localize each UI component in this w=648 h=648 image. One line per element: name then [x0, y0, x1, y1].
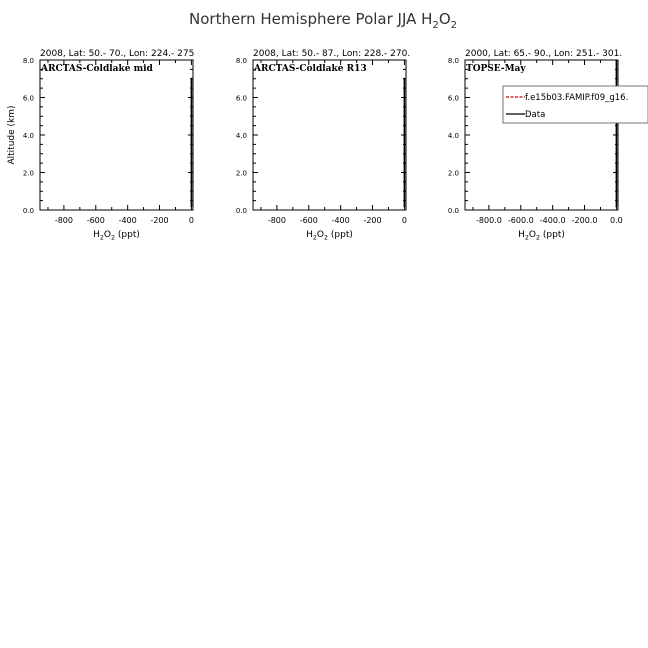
y-tick-label: 4.0: [22, 132, 34, 140]
x-tick-label: -800: [267, 216, 286, 225]
x-axis-label: $H_2O_2$ (ppt): [518, 230, 565, 242]
x-tick-label: 0: [401, 216, 407, 225]
panel-header: 2000, Lat: 65.- 90., Lon: 251.- 301.: [465, 49, 623, 59]
panel-label: ARCTAS-Coldlake mid: [41, 64, 153, 74]
legend-entry-label: Data: [525, 110, 546, 120]
legend-entry-label: f.e15b03.FAMIP.f09_g16.: [525, 93, 629, 103]
x-tick-label: -200: [150, 216, 169, 225]
plot-frame: [253, 60, 406, 210]
x-axis-label: $H_2O_2$ (ppt): [93, 230, 140, 242]
x-tick-label: -200.0: [571, 216, 598, 225]
x-tick-label: -400: [331, 216, 350, 225]
panel-header: 2008, Lat: 50.- 87., Lon: 228.- 270.: [253, 49, 411, 59]
panel-2: [236, 49, 410, 242]
y-tick-label: 2.0: [447, 169, 459, 178]
y-axis-label: Altitude (km): [7, 105, 17, 165]
x-tick-label: -600.0: [507, 216, 534, 225]
x-tick-label: -200: [363, 216, 382, 225]
y-tick-label: 8.0: [447, 57, 459, 65]
y-tick-label: 8.0: [235, 57, 247, 65]
y-tick-label: 8.0: [22, 57, 34, 65]
panels: [7, 49, 648, 242]
panel-1: [7, 49, 194, 242]
x-tick-label: 0.0: [610, 216, 623, 225]
x-tick-label: -600: [86, 216, 105, 225]
plot-frame: [40, 60, 193, 210]
panel-label: ARCTAS-Coldlake R13: [254, 64, 367, 74]
figure-title: Northern Hemisphere Polar JJA $H_2O_2$: [189, 10, 457, 31]
y-tick-label: 6.0: [235, 94, 247, 103]
x-tick-label: -600: [299, 216, 318, 225]
y-tick-label: 6.0: [447, 94, 459, 103]
y-tick-label: 6.0: [22, 94, 34, 103]
y-tick-label: 0.0: [22, 207, 34, 215]
panel-label: TOPSE-May: [466, 64, 526, 74]
x-tick-label: -800.0: [476, 216, 502, 225]
panel-header: 2008, Lat: 50.- 70., Lon: 224.- 275: [40, 49, 195, 59]
y-tick-label: 4.0: [235, 132, 247, 140]
plot-frame: [465, 60, 618, 210]
y-tick-label: 2.0: [22, 169, 34, 178]
x-tick-label: 0: [188, 216, 194, 225]
y-tick-label: 2.0: [235, 169, 247, 178]
x-tick-label: -800: [54, 216, 73, 225]
y-tick-label: 0.0: [235, 207, 247, 215]
panel-3: [448, 49, 648, 242]
legend: [503, 86, 648, 123]
x-axis-label: $H_2O_2$ (ppt): [306, 230, 353, 242]
x-tick-label: -400.0: [539, 216, 566, 225]
y-tick-label: 0.0: [447, 207, 459, 215]
y-tick-label: 4.0: [447, 132, 459, 140]
x-tick-label: -400: [118, 216, 137, 225]
